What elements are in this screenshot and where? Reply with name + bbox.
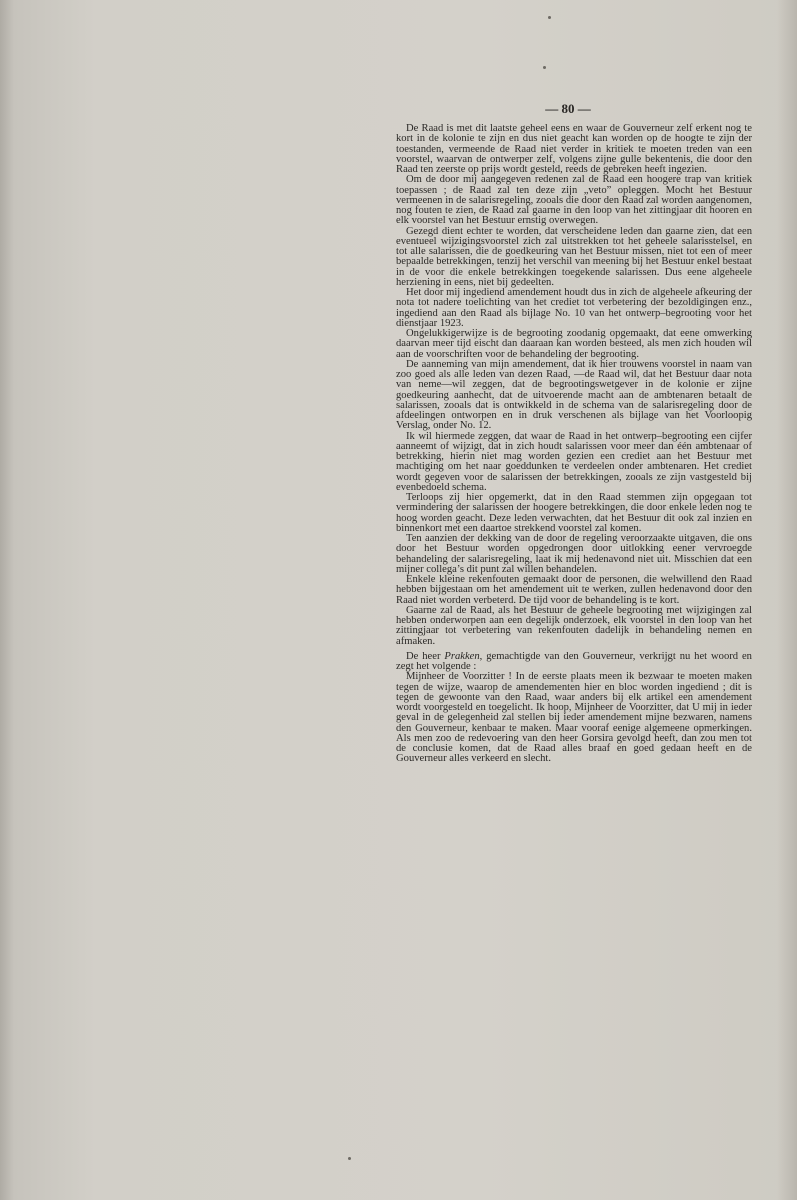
paragraph: Gaarne zal de Raad, als het Bestuur de geheele begrooting met wijzigingen zal hebben onderworpen aan een degelijk onderzoek, elk voorstel in den loop van het zittingjaar tot verbetering van rekenfouten dadelijk in behandeling nemen en afmaken. — [396, 604, 752, 647]
speaker-name: Prakken — [444, 650, 480, 662]
paper-speck — [543, 66, 546, 69]
paragraph: De aanneming van mijn amendement, dat ik hier trouwens voorstel in naam van zoo goed als alle leden van dezen Raad, —de Raad wil, dat het Bestuur daar nota van neme—wil zeggen, dat de begrootingswetgever in de kolonie er zijne goedkeuring aanhecht, dat de uitvoerende macht aan de ambtenaren betaalt de salarissen, zooals dat is ontwikkeld in de schema van de salarisregeling door de afdeelingen ontworpen en in druk verschenen als bijlage van het Voorloopig Verslag, onder No. 12. — [396, 358, 752, 432]
page-shadow-left — [0, 0, 14, 1200]
paper-speck — [548, 16, 551, 19]
paragraph: De Raad is met dit laatste geheel eens en waar de Gouverneur zelf erkent nog te kort in de kolonie te zijn en dus niet geacht kan worden op de hoogte te zijn der toestanden, vermeende de Raad niet verder in kritiek te moeten treden van een voorstel, waarvan de ontwerper zelf, volgens zijne gulle bekentenis, die door den Raad ten zeerste op prijs wordt gesteld, reeds de gebreken heeft ingezien. — [396, 123, 752, 175]
intro-text-before: De heer — [406, 650, 445, 662]
paragraph: Enkele kleine rekenfouten gemaakt door de personen, die welwillend den Raad hebben bijgestaan om het amendement uit te werken, zullen hedenavond door den Raad niet worden verbeterd. De tijd voor de behandeling is te kort. — [396, 574, 752, 606]
paragraph: Ongelukkigerwijze is de begrooting zoodanig opgemaakt, dat eene omwerking daarvan meer tijd eischt dan daaraan kan worden besteed, als men zich houden wil aan de voorschriften voor de behandeling der begrooting. — [396, 328, 752, 360]
paragraph: Het door mij ingediend amendement houdt dus in zich de algeheele afkeuring der nota tot nadere toelichting van het crediet tot verbetering der bezoldigingen enz., ingediend aan den Raad als bijlage No. 10 van het ontwerp–begrooting voor het dienstjaar 1923. — [396, 287, 752, 329]
text-column — [396, 124, 752, 765]
paragraph: Om de door mij aangegeven redenen zal de Raad een hoogere trap van kritiek toepassen ; de Raad zal ten deze zijn „veto” opleggen. Mocht het Bestuur vermeenen in de salarisregeling, zooals die door den Raad zal worden aangenomen, nog fouten te zien, de Raad zal gaarne in den loop van het zittingjaar dit hooren en elk voorstel van het Bestuur ernstig overwegen. — [396, 174, 752, 227]
paragraph: Terloops zij hier opgemerkt, dat in den Raad stemmen zijn opgegaan tot vermindering der salarissen der hoogere betrekkingen, die door enkele leden nog te hoog worden geacht. Deze leden verwachten, dat het Bestuur dit ook zal inzien en binnenkort met een daartoe strekkend voorstel zal komen. — [396, 492, 752, 534]
paragraph: Mijnheer de Voorzitter ! In de eerste plaats meen ik bezwaar te moeten maken tegen de wijze, waarop de amendementen hier en bloc worden ingediend ; dit is tegen de gewoonte van den Raad, waar anders bij elk artikel een amendement wordt voorgesteld en toegelicht. Ik hoop, Mijnheer de Voorzitter, dat U mij in ieder geval in de gelegenheid zal stellen bij ieder amendement mijne bezwaren, namens den Gouverneur, kenbaar te maken. Maar vooraf eenige algemeene opmerkingen. Als men zoo de redevoering van den heer Gorsira gevolgd heeft, dan zou men tot de conclusie komen, dat de Raad alles braaf en goed gedaan heeft en de Gouverneur alles verkeerd en slecht. — [396, 671, 752, 765]
paragraph: Ten aanzien der dekking van de door de regeling veroorzaakte uitgaven, die ons door het Bestuur worden opgedrongen door uitlokking eener vervroegde behandeling der salarisregeling, laat ik mij hedenavond niet uit. Misschien dat een mijner collega’s dit punt zal willen behandelen. — [396, 533, 752, 575]
page-number: — 80 — — [545, 101, 591, 116]
speaker-introduction — [396, 652, 752, 673]
paragraph: Gezegd dient echter te worden, dat verscheidene leden dan gaarne zien, dat een eventueel wijzigingsvoorstel zich zal uitstrekken tot het geheele salarisstelsel, en tot alle salarissen, die de goedkeuring van het Bestuur missen, niet tot een of meer bepaalde betrekkingen, tenzij het verschil van meening bij het Bestuur enkel bestaat in de voor die enkele betrekkingen toegekende salarissen. Dus eene algeheele herziening in eens, niet bij gedeelten. — [396, 225, 752, 288]
paragraph: Ik wil hiermede zeggen, dat waar de Raad in het ontwerp–begrooting een cijfer aanneemt of wijzigt, dat in zich houdt salarissen voor meer dan één ambtenaar of betrekking, hierin niet mag worden gezien een crediet aan het Bestuur met machtiging om het naar goeddunken te verdeelen onder ambtenaren. Het crediet wordt gegeven voor de salarissen der betrekkingen, zooals ze zijn vastgesteld bij evenbedoeld schema. — [396, 430, 752, 493]
intro-text-after: , gemachtigde van den Gouverneur, verkrijgt nu het woord en zegt het volgende : — [396, 650, 752, 672]
page-shadow-right — [777, 0, 797, 1200]
paper-speck — [348, 1157, 351, 1160]
